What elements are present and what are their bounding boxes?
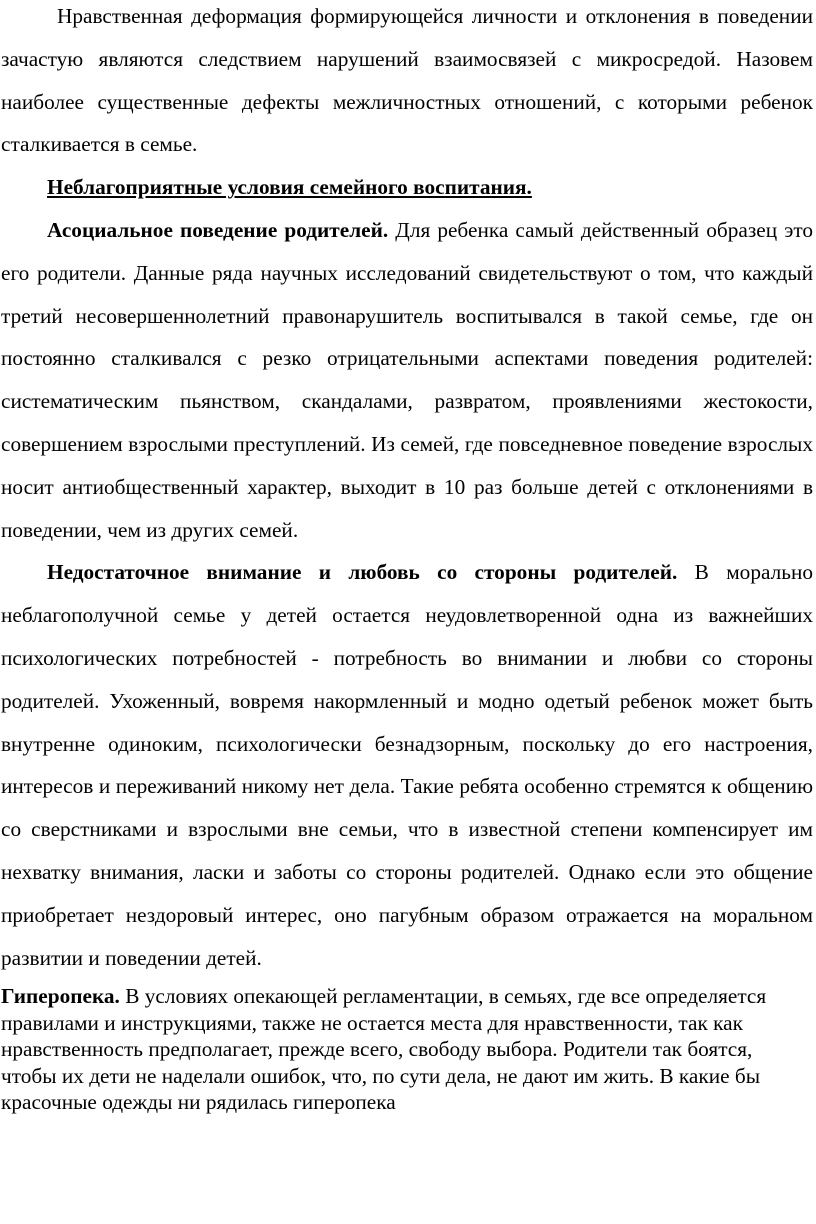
hyperprotection-title: Гиперопека. [1, 984, 120, 1009]
section-heading: Неблагоприятные условия семейного воспитания. [47, 175, 532, 200]
intro-paragraph: Нравственная деформация формирующейся личности и отклонения в поведении зачастую являются следствием нарушений взаимосвязей с микросредой. Назовем наиболее существенные дефекты межличностных отношений, с которыми ребенок сталкивается в семье. [1, 4, 813, 157]
hyperprotection-paragraph [1, 983, 813, 1115]
hyperprotection-text: В условиях опекающей регламентации, в семьях, где все определяется правилами и инструкциями, также не остается места для нравственности, так как нравственность предполагает, прежде всего, свободу выбора. Родители так боятся, чтобы их дети не наделали ошибок, что, по сути дела, не дают им жить. В какие бы красочные одежды ни рядилась гиперопека [1, 984, 767, 1114]
asocial-title: Асоциальное поведение родителей. [47, 217, 389, 242]
asocial-paragraph [1, 209, 813, 551]
attention-text: В морально неблагополучной семье у детей остается неудовлетворенной одна из важнейших психологических потребностей - потребность во внимании и любви со стороны родителей. Ухоженный, вовремя накормленный и модно одетый ребенок может быть внутренне одиноким, психологически безнадзорным, поскольку до его настроения, интересов и переживаний никому нет дела. Такие ребята особенно стремятся к общению со сверстниками и взрослыми вне семьи, что в известной степени компенсирует им нехватку внимания, ласки и заботы со стороны родителей. Однако если это общение приобретает нездоровый интерес, оно пагубным образом отражается на моральном развитии и поведении детей. [1, 560, 813, 970]
attention-paragraph [1, 551, 813, 979]
asocial-text: Для ребенка самый действенный образец это его родители. Данные ряда научных исследований свидетельствуют о том, что каждый третий несовершеннолетний правонарушитель воспитывался в такой семье, где он постоянно сталкивался с резко отрицательными аспектами поведения родителей: систематическим пьянством, скандалами, развратом, проявлениями жестокости, совершением взрослыми преступлений. Из семей, где повседневное поведение взрослых носит антиобщественный характер, выходит в 10 раз больше детей с отклонениями в поведении, чем из других семей. [1, 217, 814, 542]
attention-title: Недостаточное внимание и любовь со стороны родителей. [47, 560, 678, 585]
